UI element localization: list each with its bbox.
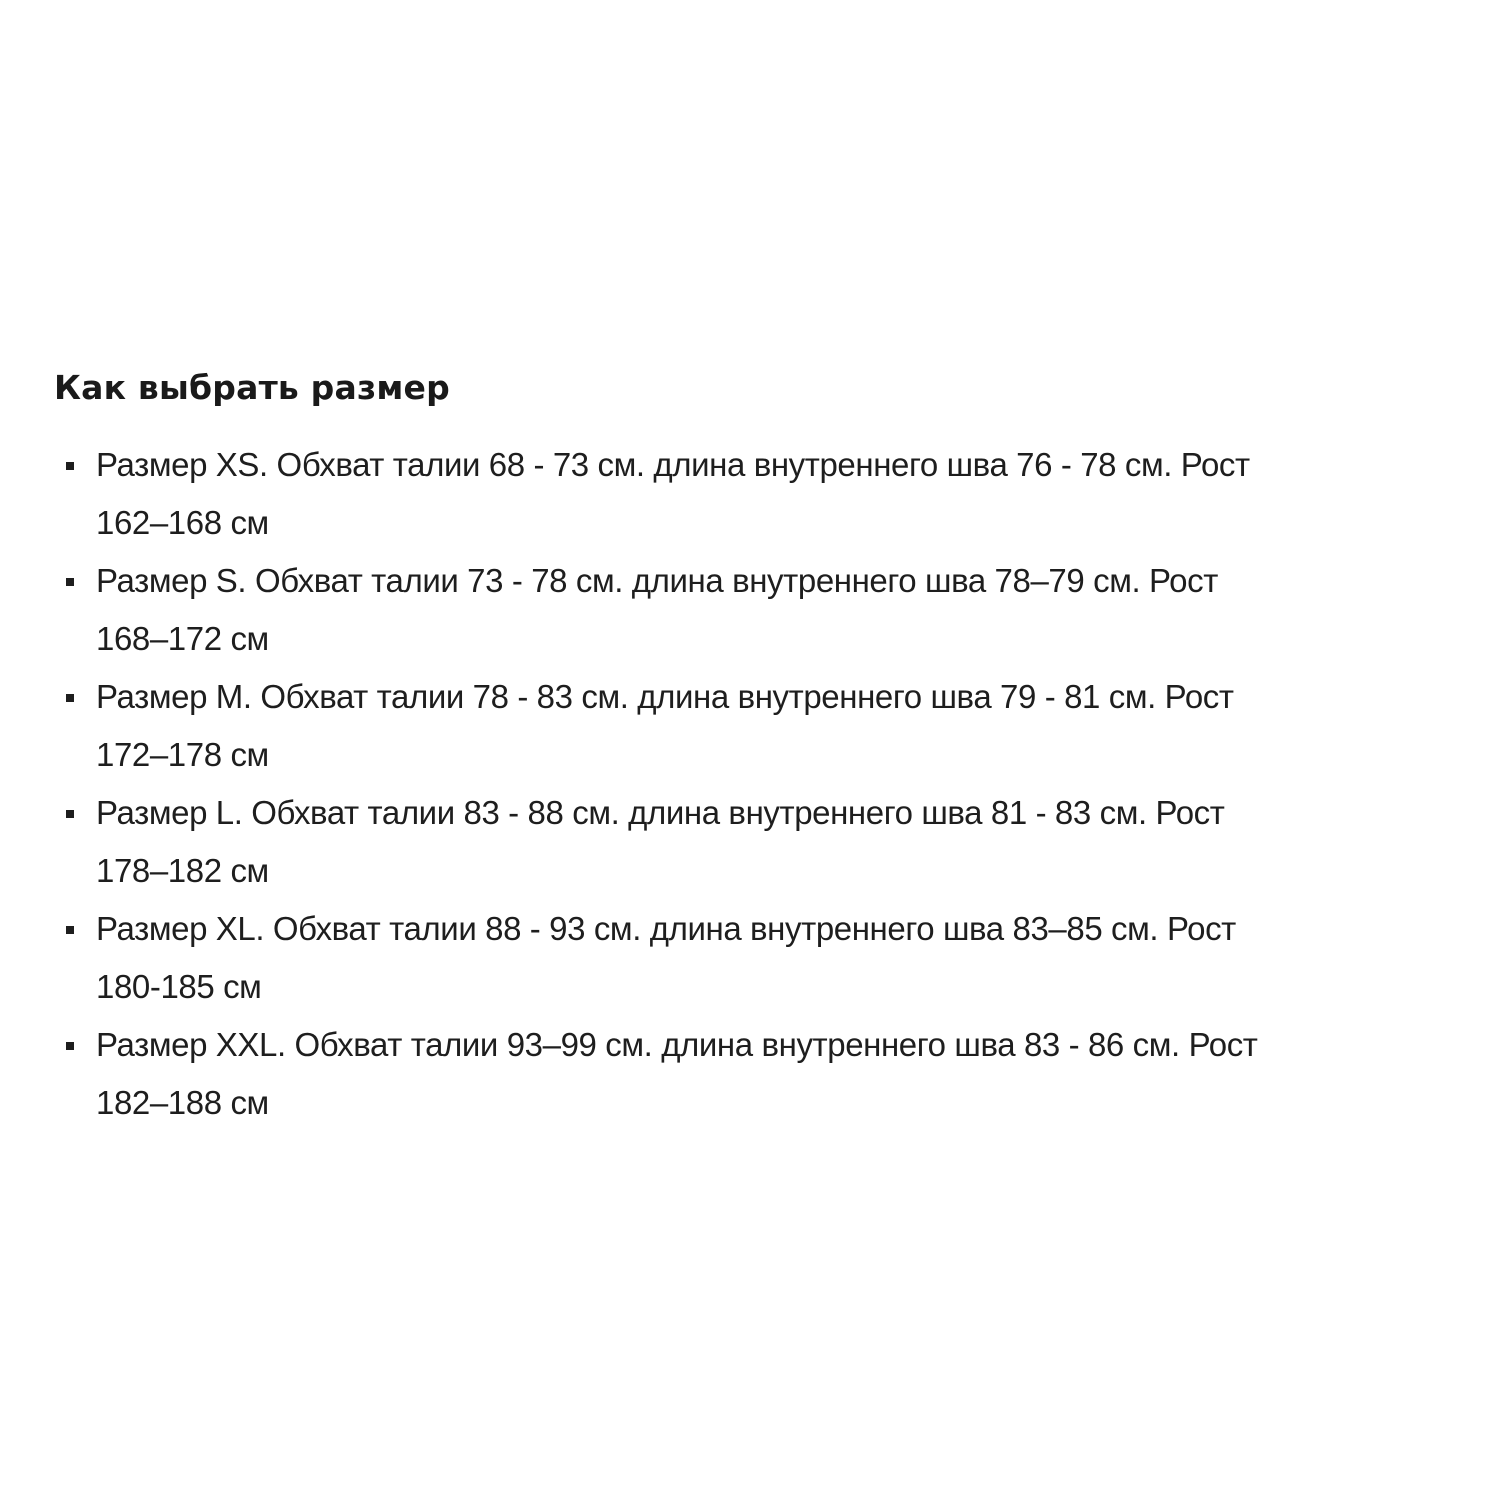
bullet-icon xyxy=(66,926,74,934)
bullet-icon xyxy=(66,694,74,702)
size-item-m xyxy=(54,668,1464,784)
size-guide-title: Как выбрать размер xyxy=(54,368,450,407)
bullet-icon xyxy=(66,810,74,818)
size-item-height: 180-185 см xyxy=(96,968,262,1005)
size-item-xl xyxy=(54,900,1464,1016)
size-item-text: Размер XL. Обхват талии 88 - 93 см. длина внутреннего шва 83–85 см. Рост xyxy=(96,910,1236,947)
size-item-height: 162–168 см xyxy=(96,504,269,541)
size-item-xxl xyxy=(54,1016,1464,1132)
bullet-icon xyxy=(66,1042,74,1050)
size-item-text: Размер S. Обхват талии 73 - 78 см. длина внутреннего шва 78–79 см. Рост xyxy=(96,562,1218,599)
size-item-height: 168–172 см xyxy=(96,620,269,657)
size-item-text: Размер L. Обхват талии 83 - 88 см. длина внутреннего шва 81 - 83 см. Рост xyxy=(96,794,1225,831)
size-item-text: Размер M. Обхват талии 78 - 83 см. длина внутреннего шва 79 - 81 см. Рост xyxy=(96,678,1234,715)
size-item-height: 178–182 см xyxy=(96,852,269,889)
size-guide xyxy=(54,366,1464,1132)
bullet-icon xyxy=(66,578,74,586)
size-item-height: 172–178 см xyxy=(96,736,269,773)
size-item-text: Размер XXL. Обхват талии 93–99 см. длина внутреннего шва 83 - 86 см. Рост xyxy=(96,1026,1258,1063)
size-item-s xyxy=(54,552,1464,668)
bullet-icon xyxy=(66,462,74,470)
size-item-xs xyxy=(54,436,1464,552)
size-item-text: Размер XS. Обхват талии 68 - 73 см. длина внутреннего шва 76 - 78 см. Рост xyxy=(96,446,1250,483)
size-item-l xyxy=(54,784,1464,900)
size-list xyxy=(54,436,1464,1132)
size-item-height: 182–188 см xyxy=(96,1084,269,1121)
